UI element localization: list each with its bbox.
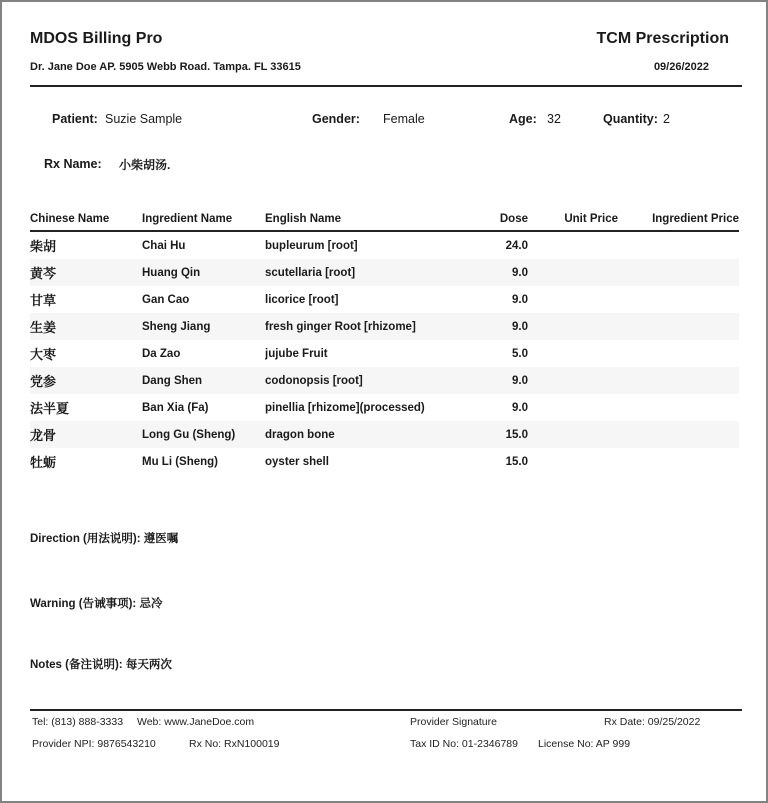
footer-rx-no: Rx No: RxN100019: [189, 738, 280, 750]
table-header-row: [30, 211, 739, 231]
cell-ingredient-name: Dang Shen: [142, 374, 203, 387]
table-row: [30, 367, 739, 394]
table-row: [30, 421, 739, 448]
col-header-english-name: English Name: [265, 211, 490, 231]
quantity-value: 2: [663, 112, 670, 126]
cell-ingredient-price: [618, 286, 739, 313]
age-label: Age:: [509, 112, 537, 126]
cell-chinese-name: 法半夏: [30, 401, 70, 416]
cell-ingredient-price: [618, 340, 739, 367]
table-row: [30, 313, 739, 340]
warning-line: Warning (告诫事项): 忌冷: [30, 598, 163, 610]
cell-chinese-name: 龙骨: [30, 428, 57, 443]
col-header-ingredient-name: Ingredient Name: [142, 211, 265, 231]
cell-english-name: licorice [root]: [265, 293, 339, 306]
cell-unit-price: [528, 340, 618, 367]
col-header-chinese-name: Chinese Name: [30, 211, 142, 231]
cell-chinese-name: 生姜: [30, 320, 57, 335]
cell-chinese-name: 柴胡: [30, 239, 57, 254]
cell-dose: 9.0: [512, 266, 528, 279]
patient-label: Patient:: [52, 112, 98, 126]
cell-ingredient-price: [618, 259, 739, 286]
gender-value: Female: [383, 112, 425, 126]
cell-ingredient-name: Da Zao: [142, 347, 181, 360]
table-row: [30, 259, 739, 286]
rx-name-label: Rx Name:: [44, 157, 102, 171]
table-row: [30, 394, 739, 421]
cell-english-name: fresh ginger Root [rhizome]: [265, 320, 416, 333]
cell-chinese-name: 党参: [30, 374, 57, 389]
patient-value: Suzie Sample: [105, 112, 183, 126]
table-row: [30, 286, 739, 313]
direction-line: Direction (用法说明): 遵医嘱: [30, 533, 179, 545]
table-row: [30, 448, 739, 475]
age-value: 32: [547, 112, 561, 126]
cell-ingredient-name: Gan Cao: [142, 293, 190, 306]
notes-line: Notes (备注说明): 每天两次: [30, 659, 172, 671]
cell-english-name: scutellaria [root]: [265, 266, 356, 279]
cell-dose: 5.0: [512, 347, 528, 360]
rx-name-value: 小柴胡汤.: [119, 158, 171, 172]
cell-english-name: jujube Fruit: [265, 347, 328, 360]
header-divider: [30, 85, 742, 87]
ingredients-table: [30, 211, 739, 475]
cell-unit-price: [528, 421, 618, 448]
cell-chinese-name: 大枣: [30, 347, 57, 362]
footer-divider: [30, 709, 742, 711]
col-header-unit-price: Unit Price: [528, 211, 618, 231]
footer-license-no: License No: AP 999: [538, 738, 631, 750]
col-header-ingredient-price: Ingredient Price: [618, 211, 739, 231]
footer-provider-npi: Provider NPI: 9876543210: [32, 738, 156, 750]
cell-dose: 24.0: [505, 239, 528, 252]
cell-dose: 9.0: [512, 320, 528, 333]
quantity-label: Quantity:: [603, 112, 658, 126]
cell-chinese-name: 甘草: [30, 293, 57, 308]
footer-rx-date: Rx Date: 09/25/2022: [604, 716, 701, 728]
provider-address-line: Dr. Jane Doe AP. 5905 Webb Road. Tampa. FL 33615: [30, 61, 301, 73]
footer-tax-id: Tax ID No: 01-2346789: [410, 738, 518, 750]
cell-unit-price: [528, 448, 618, 475]
cell-ingredient-name: Chai Hu: [142, 239, 186, 252]
cell-ingredient-name: Mu Li (Sheng): [142, 455, 219, 468]
cell-english-name: dragon bone: [265, 428, 335, 441]
cell-dose: 9.0: [512, 374, 528, 387]
cell-dose: 9.0: [512, 293, 528, 306]
footer-tel: Tel: (813) 888-3333: [32, 716, 124, 728]
cell-dose: 9.0: [512, 401, 528, 414]
print-date: 09/26/2022: [653, 61, 709, 73]
cell-ingredient-price: [618, 394, 739, 421]
cell-ingredient-name: Long Gu (Sheng): [142, 428, 236, 441]
cell-unit-price: [528, 286, 618, 313]
cell-unit-price: [528, 313, 618, 340]
cell-ingredient-name: Sheng Jiang: [142, 320, 211, 333]
cell-dose: 15.0: [505, 428, 528, 441]
cell-chinese-name: 牡蛎: [30, 455, 57, 470]
table-row: [30, 340, 739, 367]
cell-unit-price: [528, 259, 618, 286]
cell-english-name: oyster shell: [265, 455, 329, 468]
document-title: TCM Prescription: [596, 30, 729, 47]
cell-ingredient-name: Ban Xia (Fa): [142, 401, 209, 414]
footer-web: Web: www.JaneDoe.com: [137, 716, 255, 728]
cell-ingredient-price: [618, 231, 739, 259]
cell-english-name: pinellia [rhizome](processed): [265, 401, 425, 414]
cell-unit-price: [528, 394, 618, 421]
cell-dose: 15.0: [505, 455, 528, 468]
cell-ingredient-name: Huang Qin: [142, 266, 201, 279]
col-header-dose: Dose: [490, 211, 528, 231]
cell-english-name: bupleurum [root]: [265, 239, 358, 252]
cell-english-name: codonopsis [root]: [265, 374, 363, 387]
cell-ingredient-price: [618, 448, 739, 475]
table-row: [30, 231, 739, 259]
cell-chinese-name: 黄芩: [30, 266, 57, 281]
app-title: MDOS Billing Pro: [30, 30, 163, 47]
cell-unit-price: [528, 367, 618, 394]
footer-provider-signature: Provider Signature: [410, 716, 497, 728]
cell-unit-price: [528, 231, 618, 259]
gender-label: Gender:: [312, 112, 360, 126]
cell-ingredient-price: [618, 367, 739, 394]
cell-ingredient-price: [618, 313, 739, 340]
cell-ingredient-price: [618, 421, 739, 448]
